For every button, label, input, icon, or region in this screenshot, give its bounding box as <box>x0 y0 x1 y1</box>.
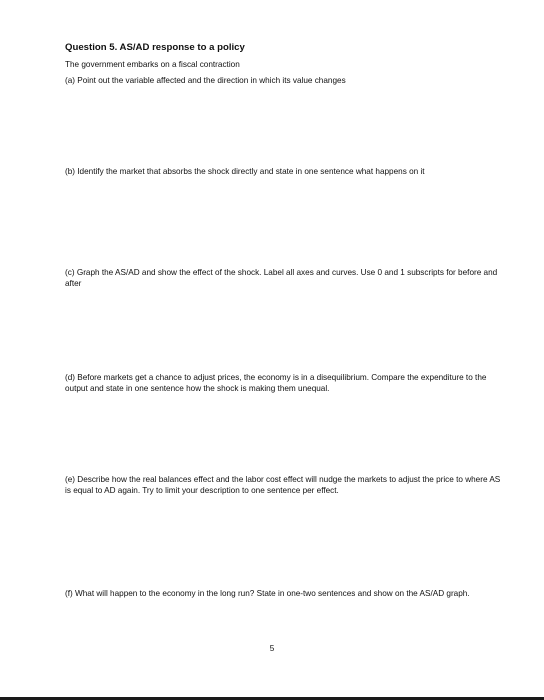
question-part-d: (d) Before markets get a chance to adjust prices, the economy is in a disequilibrium. Compare the expenditure to the output and state in one sentence how the shock is making them unequal. <box>65 373 487 393</box>
question-title: Question 5. AS/AD response to a policy <box>65 42 245 53</box>
question-part-e: (e) Describe how the real balances effect and the labor cost effect will nudge the markets to adjust the price to where AS is equal to AD again. Try to limit your description to one sentence per effect. <box>65 475 501 495</box>
question-part-c: (c) Graph the AS/AD and show the effect of the shock. Label all axes and curves. Use 0 and 1 subscripts for before and after <box>65 268 498 288</box>
question-intro: The government embarks on a fiscal contraction <box>65 60 240 69</box>
question-part-a: (a) Point out the variable affected and the direction in which its value changes <box>65 76 346 85</box>
question-part-f: (f) What will happen to the economy in the long run? State in one-two sentences and show on the AS/AD graph. <box>65 589 470 598</box>
page-number: 5 <box>269 644 275 653</box>
question-part-b: (b) Identify the market that absorbs the shock directly and state in one sentence what happens on it <box>65 167 425 176</box>
